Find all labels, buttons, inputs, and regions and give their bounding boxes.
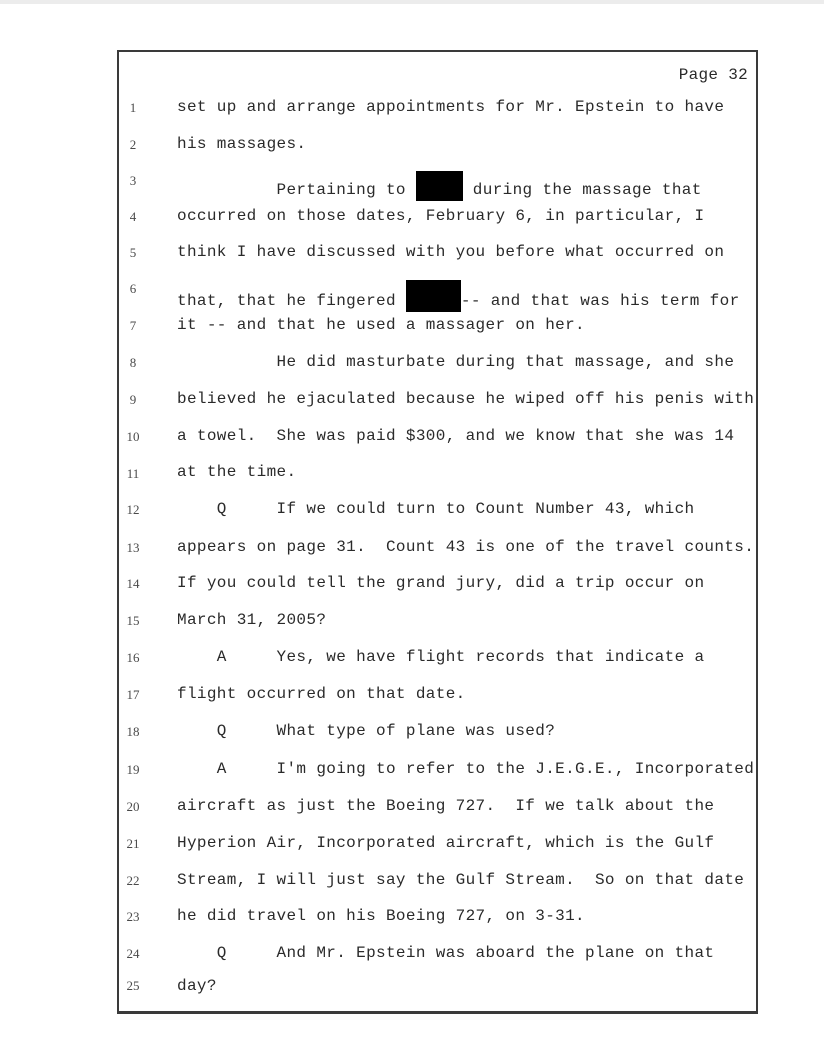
line-text-after-redaction: during the massage that	[462, 181, 702, 199]
line-number: 7	[129, 318, 137, 333]
line-number: 15	[126, 613, 140, 628]
transcript-line: a towel. She was paid $300, and we know that she was 14	[177, 427, 735, 445]
line-number: 16	[126, 650, 140, 665]
line-number: 3	[129, 173, 137, 188]
line-number: 19	[126, 762, 140, 777]
transcript-line: Hyperion Air, Incorporated aircraft, which is the Gulf	[177, 834, 715, 852]
redaction-box	[406, 280, 461, 312]
scan-edge	[0, 0, 824, 4]
line-number: 2	[129, 137, 137, 152]
transcript-line: day?	[177, 977, 217, 995]
transcript-line: Q And Mr. Epstein was aboard the plane on that	[177, 944, 715, 962]
line-text-before-redaction: that, that he fingered	[177, 292, 406, 310]
transcript-line: Stream, I will just say the Gulf Stream. So on that date	[177, 871, 745, 889]
transcript-line: He did masturbate during that massage, and she	[177, 353, 735, 371]
transcript-line: his massages.	[177, 135, 307, 153]
transcript-line	[177, 171, 702, 201]
transcript-line: he did travel on his Boeing 727, on 3-31.	[177, 907, 586, 925]
line-number: 9	[129, 392, 137, 407]
line-number: 1	[129, 100, 137, 115]
page-number: Page 32	[678, 66, 748, 84]
transcript-line: If you could tell the grand jury, did a trip occur on	[177, 574, 705, 592]
line-number: 12	[126, 502, 140, 517]
line-number: 17	[126, 687, 140, 702]
transcript-line: think I have discussed with you before what occurred on	[177, 243, 725, 261]
line-number: 8	[129, 355, 137, 370]
line-number: 14	[126, 576, 140, 591]
transcript-line: at the time.	[177, 463, 297, 481]
line-number: 13	[126, 540, 140, 555]
transcript-line	[177, 280, 740, 312]
transcript-line: set up and arrange appointments for Mr. Epstein to have	[177, 98, 725, 116]
transcript-line: flight occurred on that date.	[177, 685, 466, 703]
transcript-line: Q If we could turn to Count Number 43, which	[177, 500, 695, 518]
transcript-line: Q What type of plane was used?	[177, 722, 556, 740]
transcript-line: A I'm going to refer to the J.E.G.E., Incorporated	[177, 760, 755, 778]
line-number: 11	[126, 466, 140, 481]
line-number: 5	[129, 245, 137, 260]
line-number: 25	[126, 978, 140, 993]
line-number: 18	[126, 724, 140, 739]
line-number: 23	[126, 909, 140, 924]
line-number: 22	[126, 873, 140, 888]
transcript-line: aircraft as just the Boeing 727. If we talk about the	[177, 797, 715, 815]
line-number: 10	[126, 429, 140, 444]
transcript-line: A Yes, we have flight records that indicate a	[177, 648, 705, 666]
line-number: 4	[129, 209, 137, 224]
redaction-box	[416, 171, 463, 201]
line-number: 24	[126, 946, 140, 961]
transcript-line: March 31, 2005?	[177, 611, 327, 629]
transcript-line: appears on page 31. Count 43 is one of the travel counts.	[177, 538, 755, 556]
line-number: 20	[126, 799, 140, 814]
line-text-after-redaction: -- and that was his term for	[460, 292, 740, 310]
transcript-line: occurred on those dates, February 6, in particular, I	[177, 207, 705, 225]
line-number: 21	[126, 836, 140, 851]
line-text-before-redaction: Pertaining to	[177, 181, 416, 199]
transcript-line: it -- and that he used a massager on her.	[177, 316, 586, 334]
line-number: 6	[129, 281, 137, 296]
transcript-line: believed he ejaculated because he wiped off his penis with	[177, 390, 755, 408]
